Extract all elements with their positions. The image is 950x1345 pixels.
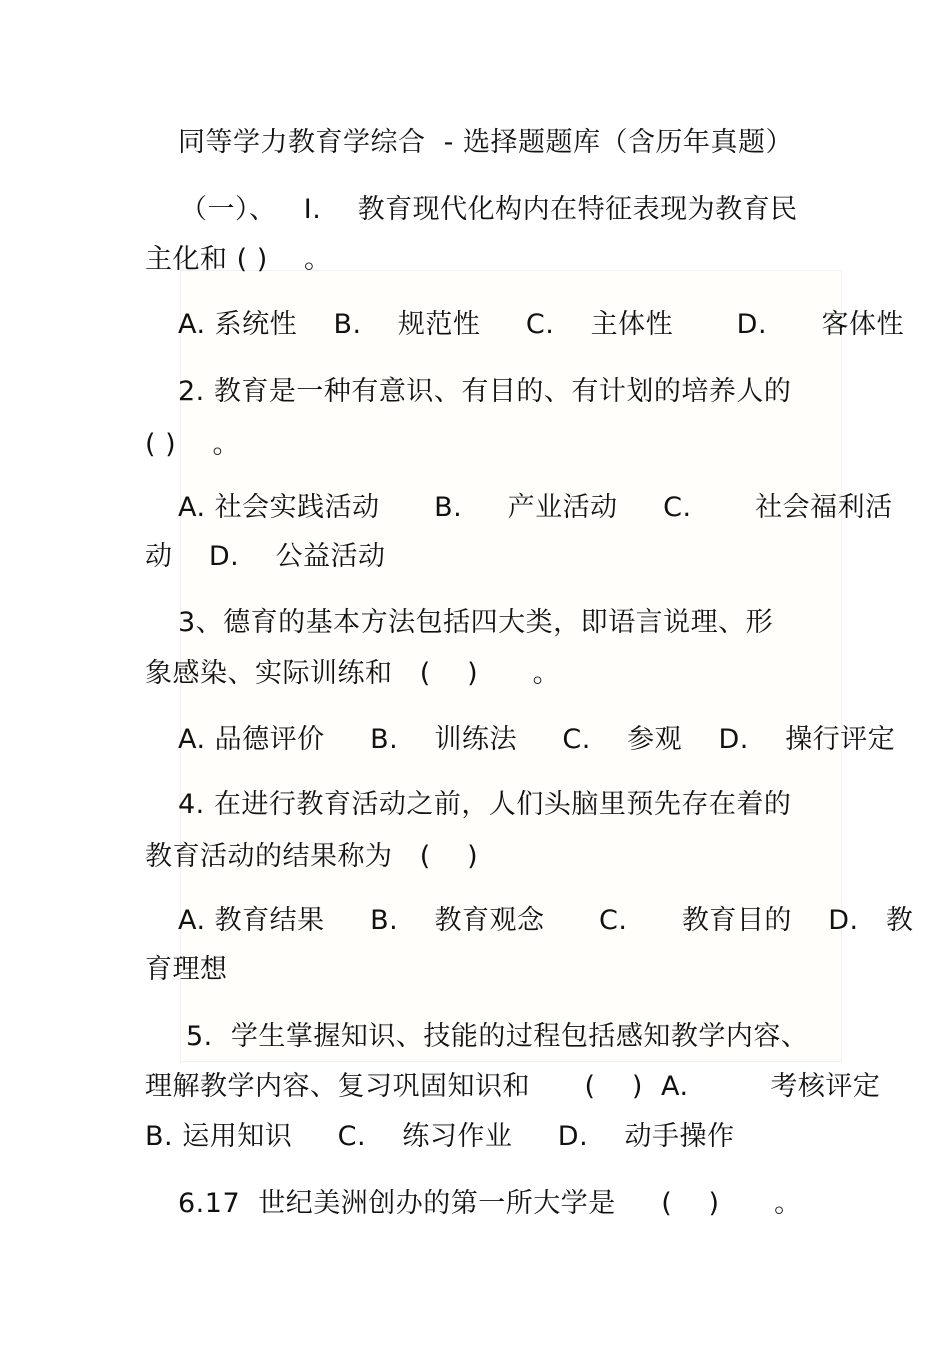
question-1-line-2: 主化和 ( ) 。 [145, 244, 332, 275]
question-6-line-1: 6.17 世纪美洲创办的第一所大学是 ( ) 。 [178, 1188, 802, 1219]
question-2-options-line-1: A. 社会实践活动 B. 产业活动 C. 社会福利活 [178, 492, 893, 523]
question-4-line-1: 4. 在进行教育活动之前，人们头脑里预先存在着的 [178, 789, 792, 820]
question-2-line-1: 2. 教育是一种有意识、有目的、有计划的培养人的 [178, 376, 792, 407]
question-2-options-line-2: 动 D. 公益活动 [145, 541, 386, 572]
question-1-options: A. 系统性 B. 规范性 C. 主体性 D. 客体性 [178, 309, 905, 340]
question-5-line-2: 理解教学内容、复习巩固知识和 ( ) A. 考核评定 [145, 1071, 881, 1102]
question-4-line-2: 教育活动的结果称为 ( ) [145, 841, 479, 872]
question-5-line-1: 5. 学生掌握知识、技能的过程包括感知教学内容、 [186, 1021, 809, 1052]
question-2-line-2: ( ) 。 [145, 429, 240, 460]
document-title: 同等学力教育学综合 - 选择题题库（含历年真题） [178, 127, 793, 158]
question-4-options-line-2: 育理想 [145, 954, 228, 985]
question-3-line-2: 象感染、实际训练和 ( ) 。 [145, 658, 561, 689]
question-3-line-1: 3、德育的基本方法包括四大类，即语言说理、形 [178, 607, 774, 638]
question-1-line-1: （一）、 I. 教育现代化构内在特征表现为教育民 [180, 194, 798, 225]
question-4-options-line-1: A. 教育结果 B. 教育观念 C. 教育目的 D. 教 [178, 905, 914, 936]
question-5-options: B. 运用知识 C. 练习作业 D. 动手操作 [145, 1121, 735, 1152]
question-3-options: A. 品德评价 B. 训练法 C. 参观 D. 操行评定 [178, 724, 896, 755]
